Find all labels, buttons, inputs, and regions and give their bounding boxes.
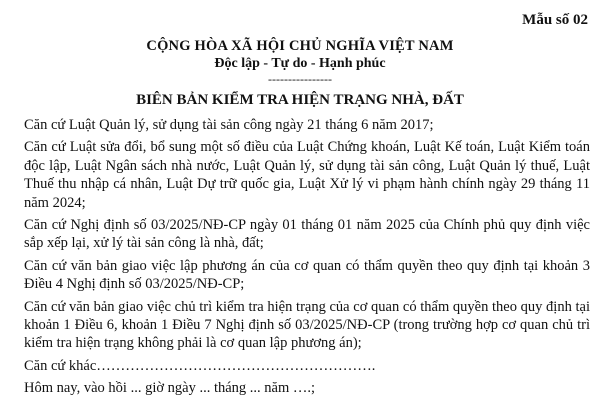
paragraph-legal-basis-2: Căn cứ Luật sửa đổi, bổ sung một số điều của Luật Chứng khoán, Luật Kế toán, Luật Kiểm toán độc lập, Luật Ngân sách nhà nước, Luật Quản lý, sử dụng tài sản công, Luật Quản lý thuế, Luật Thuế thu nhập cá nhân, Luật Dự trữ quốc gia, Luật Xử lý vi phạm hành chính ngày 29 tháng 11 năm 2024; — [24, 139, 590, 211]
document-body — [24, 116, 590, 402]
paragraph-other-basis: Căn cứ khác…………………………………………………. — [24, 357, 376, 374]
paragraph-date-time: Hôm nay, vào hồi ... giờ ngày ... tháng ... năm ….; — [24, 380, 316, 397]
paragraph-legal-basis-1: Căn cứ Luật Quản lý, sử dụng tài sản công ngày 21 tháng 6 năm 2017; — [24, 117, 434, 133]
form-number: Mẫu số 02 — [522, 12, 588, 28]
header-divider: ---------------- — [268, 72, 332, 86]
national-title: CỘNG HÒA XÃ HỘI CHỦ NGHĨA VIỆT NAM — [146, 38, 454, 54]
document-title: BIÊN BẢN KIỂM TRA HIỆN TRẠNG NHÀ, ĐẤT — [136, 92, 464, 108]
paragraph-legal-basis-3: Căn cứ Nghị định số 03/2025/NĐ-CP ngày 01 tháng 01 năm 2025 của Chính phủ quy định việc sắp xếp lại, xử lý tài sản công là nhà, đất; — [24, 217, 590, 252]
paragraph-legal-basis-5: Căn cứ văn bản giao việc chủ trì kiểm tra hiện trạng của cơ quan có thẩm quyền theo quy định tại khoản 1 Điều 6, khoản 1 Điều 7 Nghị định số 03/2025/NĐ-CP (trong trường hợp cơ quan chủ trì kiểm tra hiện trạng không phải là cơ quan lập phương án); — [24, 298, 590, 352]
paragraph-legal-basis-4: Căn cứ văn bản giao việc lập phương án của cơ quan có thẩm quyền theo quy định tại khoản 3 Điều 4 Nghị định số 03/2025/NĐ-CP; — [24, 257, 590, 293]
national-motto: Độc lập - Tự do - Hạnh phúc — [214, 56, 386, 71]
